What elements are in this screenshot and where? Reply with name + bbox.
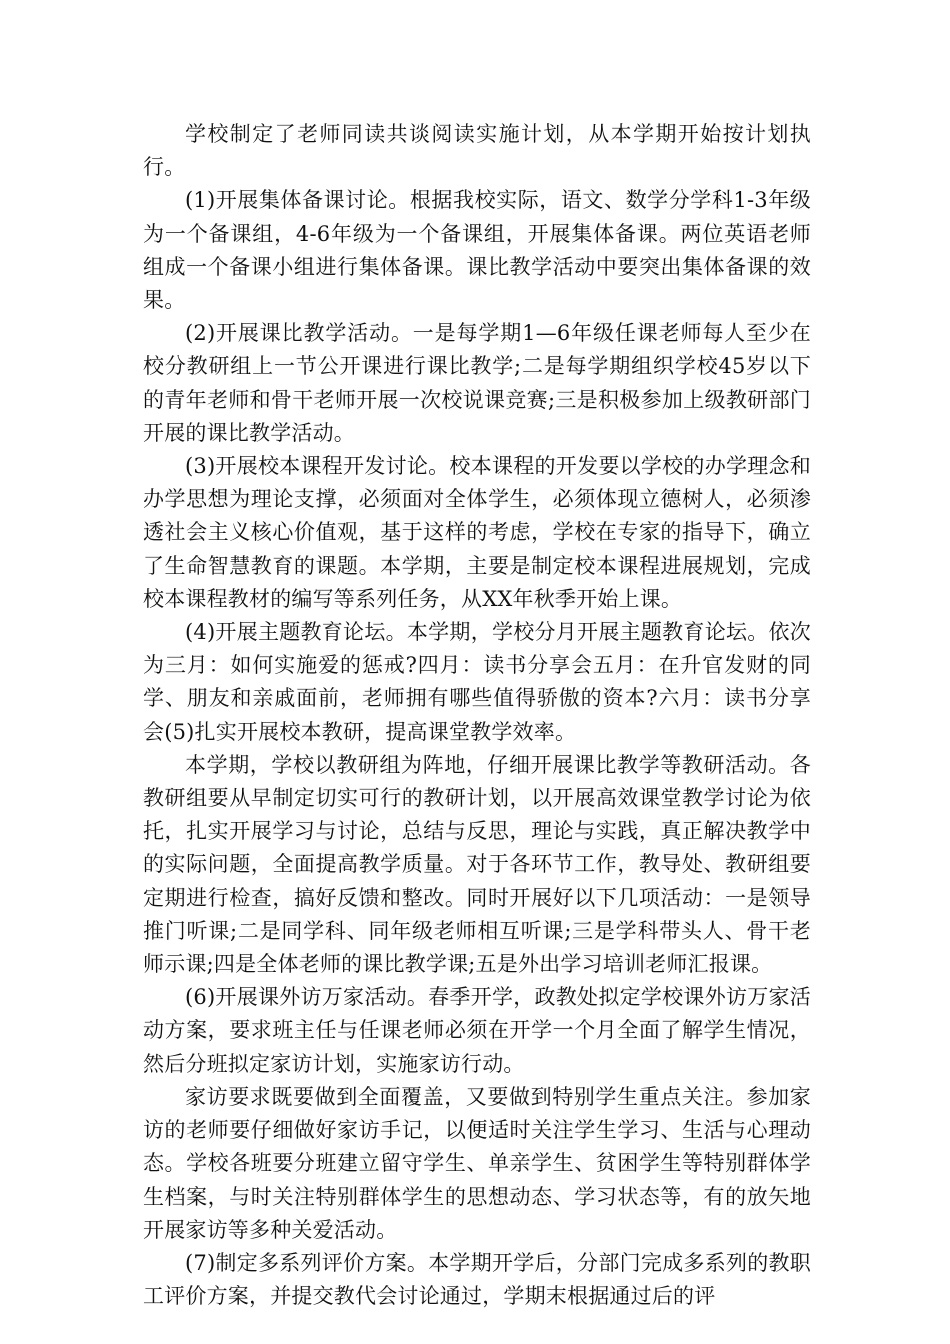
- document-body: [143, 118, 811, 1313]
- paragraph-home-visits: (6)开展课外访万家活动。春季开学，政教处拟定学校课外访万家活动方案，要求班主任与任课老师必须在开学一个月全面了解学生情况，然后分班拟定家访计划，实施家访行动。: [143, 985, 811, 1076]
- paragraph-reading-plan: 学校制定了老师同读共谈阅读实施计划，从本学期开始按计划执行。: [143, 122, 811, 180]
- paragraph-home-visit-requirements: 家访要求既要做到全面覆盖，又要做到特别学生重点关注。参加家访的老师要仔细做好家访手记，以便适时关注学生学习、生活与心理动态。学校各班要分班建立留守学生、单亲学生、贫困学生等特别群体学生档案，与时关注特别群体学生的思想动态、学习状态等，有的放矢地开展家访等多种关爱活动。: [143, 1084, 811, 1242]
- paragraph-lesson-competition: (2)开展课比教学活动。一是每学期1—6年级任课老师每人至少在校分教研组上一节公开课进行课比教学;二是每学期组织学校45岁以下的青年老师和骨干老师开展一次校说课竞赛;三是积极参加上级教研部门开展的课比教学活动。: [143, 321, 811, 445]
- paragraph-evaluation-plan: (7)制定多系列评价方案。本学期开学后，分部门完成多系列的教职工评价方案，并提交教代会讨论通过，学期末根据通过后的评: [143, 1250, 811, 1309]
- paragraph-theme-forum: (4)开展主题教育论坛。本学期，学校分月开展主题教育论坛。依次为三月：如何实施爱的惩戒?四月：读书分享会五月：在升官发财的同学、朋友和亲戚面前，老师拥有哪些值得骄傲的资本?六月：读书分享会(5)扎实开展校本教研，提高课堂教学效率。: [143, 620, 811, 744]
- paragraph-collective-lesson-prep: (1)开展集体备课讨论。根据我校实际，语文、数学分学科1-3年级为一个备课组，4-6年级为一个备课组，开展集体备课。两位英语老师组成一个备课小组进行集体备课。课比教学活动中要突出集体备课的效果。: [143, 188, 811, 313]
- paragraph-teaching-research: 本学期，学校以教研组为阵地，仔细开展课比教学等教研活动。各教研组要从早制定切实可行的教研计划，以开展高效课堂教学讨论为依托，扎实开展学习与讨论，总结与反思，理论与实践，真正解决教学中的实际问题，全面提高教学质量。对于各环节工作，教导处、教研组要定期进行检查，搞好反馈和整改。同时开展好以下几项活动：一是领导推门听课;二是同学科、同年级老师相互听课;三是学科带头人、骨干老师示课;四是全体老师的课比教学课;五是外出学习培训老师汇报课。: [143, 752, 811, 977]
- paragraph-school-curriculum: (3)开展校本课程开发讨论。校本课程的开发要以学校的办学理念和办学思想为理论支撑，必须面对全体学生，必须体现立德树人，必须渗透社会主义核心价值观，基于这样的考虑，学校在专家的指导下，确立了生命智慧教育的课题。本学期，主要是制定校本课程进展规划，完成校本课程教材的编写等系列任务，从XX年秋季开始上课。: [143, 454, 811, 611]
